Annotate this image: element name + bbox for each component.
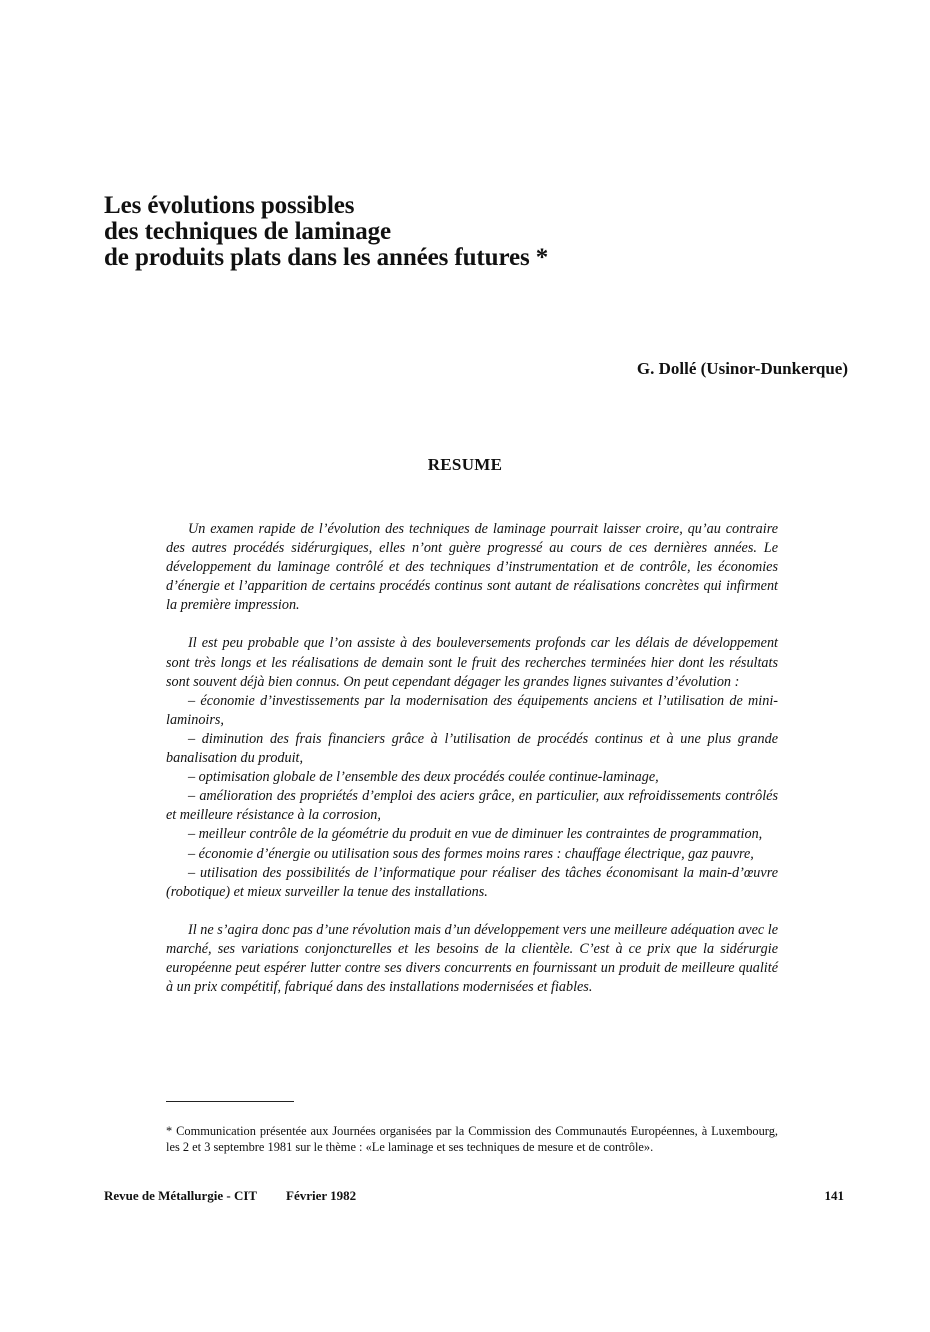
article-title xyxy=(104,193,744,271)
footer-date: Février 1982 xyxy=(286,1188,357,1203)
title-line-2: des techniques de laminage xyxy=(104,218,391,245)
footnote: * Communication présentée aux Journées organisées par la Commission des Communautés Européennes, à Luxembourg, les 2 et 3 septembre 1981 sur le thème : «Le laminage et ses techniques de mesure et de contrôle». xyxy=(166,1124,778,1154)
abstract-paragraph-3: Il ne s’agira donc pas d’une révolution mais d’un développement vers une meilleure adéquation avec le marché, ses variations conjoncturelles et les besoins de la clientèle. C’est à ce prix que la sidérurgie européenne peut espérer lutter contre ses divers concurrents en fournissant un produit de meilleure qualité à un prix compétitif, fabriqué dans des installations modernisées et fiables. xyxy=(166,921,778,996)
title-line-3: de produits plats dans les années futures * xyxy=(104,244,549,271)
list-item: – amélioration des propriétés d’emploi des aciers grâce, en particulier, aux refroidissements contrôlés et meilleure résistance à la corrosion, xyxy=(166,788,778,824)
abstract-paragraph-2 xyxy=(166,634,778,901)
abstract-heading: RESUME xyxy=(427,455,503,474)
abstract-body xyxy=(166,520,778,1016)
footnote-divider xyxy=(166,1101,294,1102)
list-item: – utilisation des possibilités de l’informatique pour réaliser des tâches économisant la main-d’œuvre (robotique) et mieux surveiller la tenue des installations. xyxy=(166,864,778,900)
article-author: G. Dollé (Usinor-Dunkerque) xyxy=(636,359,848,378)
footer-journal: Revue de Métallurgie - CIT xyxy=(104,1188,258,1203)
page-footer xyxy=(104,1188,844,1206)
abstract-paragraph-2-intro: Il est peu probable que l’on assiste à des bouleversements profonds car les délais de développement sont très longs et les réalisations de demain sont le fruit des recherches terminées hier dont les résultats sont souvent déjà bien connus. On peut cependant dégager les grandes lignes suivantes d’évolution : xyxy=(166,635,778,690)
list-item: – économie d’énergie ou utilisation sous des formes moins rares : chauffage électrique, gaz pauvre, xyxy=(188,845,754,862)
abstract-paragraph-1: Un examen rapide de l’évolution des techniques de laminage pourrait laisser croire, qu’au contraire des autres procédés sidérurgiques, elles n’ont guère progressé au cours de ces dernières années. Le développement du laminage contrôlé et des techniques d’instrumentation et de contrôle, les économies d’énergie et l’apparition de certains procédés continus sont autant de réalisations concrètes qui infirment la première impression. xyxy=(166,521,778,614)
page-number: 141 xyxy=(824,1188,844,1203)
title-line-1: Les évolutions possibles xyxy=(104,192,355,219)
list-item: – diminution des frais financiers grâce à l’utilisation de procédés continus et à une plus grande banalisation du produit, xyxy=(166,730,778,767)
list-item: – économie d’investissements par la modernisation des équipements anciens et l’utilisation de mini-laminoirs, xyxy=(166,692,778,728)
list-item: – meilleur contrôle de la géométrie du produit en vue de diminuer les contraintes de programmation, xyxy=(188,826,763,843)
list-item: – optimisation globale de l’ensemble des deux procédés coulée continue-laminage, xyxy=(188,769,659,786)
